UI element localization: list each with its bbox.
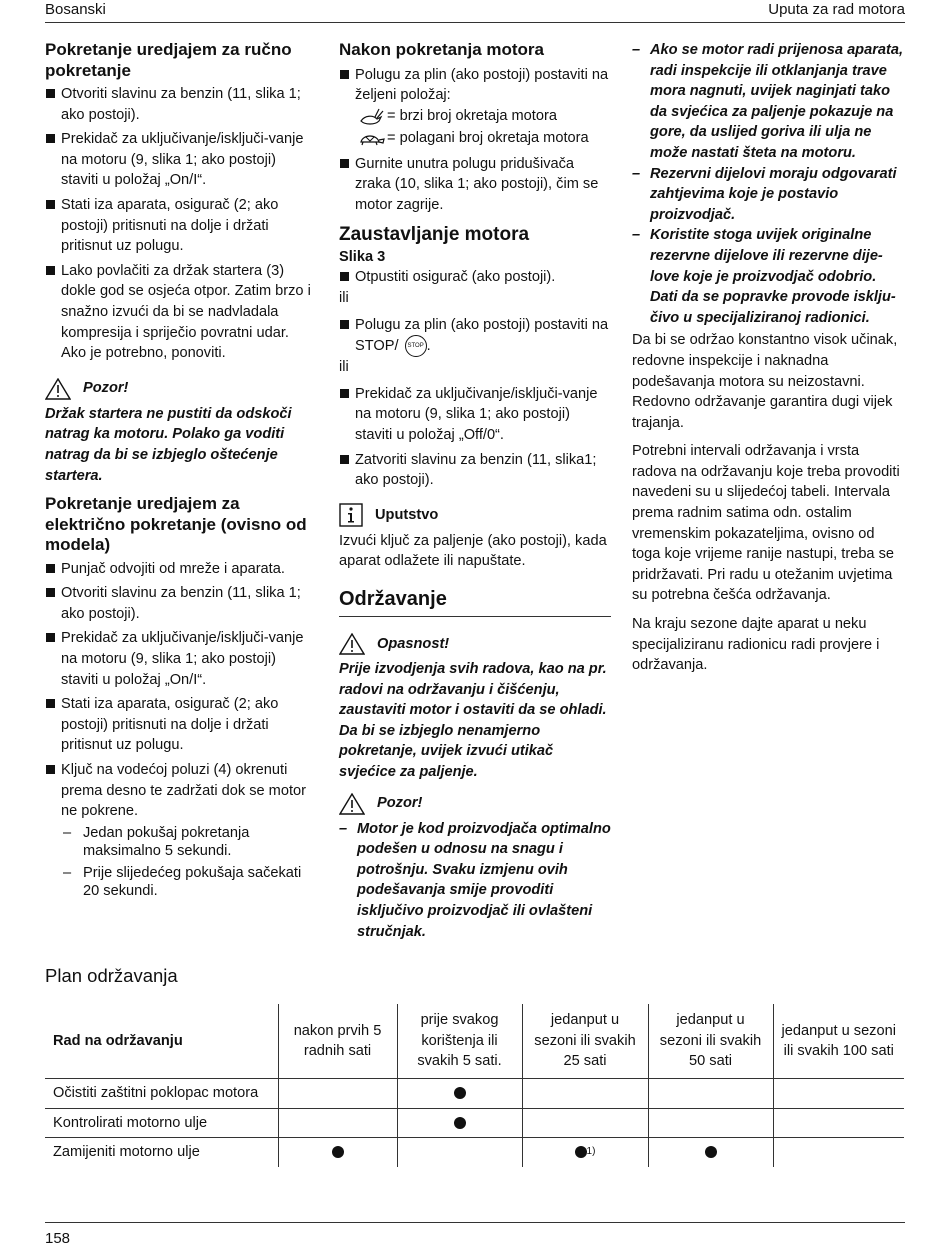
- dash-item: – Koristite stoga uvijek originalne rezervne dijelove ili rezervne dije-love koje je proizvodjač odobrio. Dati da se popravke provode isklju-čivo u specijaliziranoj radionici.: [632, 225, 904, 328]
- list-item: Otvoriti slavinu za benzin (11, slika 1; ako postoji).: [45, 583, 317, 624]
- or-label: ili: [339, 359, 349, 376]
- list-item: Prekidač za uključivanje/isključi-vanje na motoru (9, slika 1; ako postoji) staviti u položaj „Off/0“.: [339, 384, 611, 446]
- figure-ref: Slika 3: [339, 249, 386, 266]
- page-number: 158: [45, 1230, 71, 1247]
- throttle-fast-label: = brzi broj okretaja motora: [387, 108, 557, 125]
- info-text: Izvući ključ za paljenje (ako postoji), kada aparat odlažete ili napuštate.: [339, 532, 607, 570]
- dash-item: – Rezervni dijelovi moraju odgovarati zahtjevima koje je postavio proizvodjač.: [632, 164, 904, 226]
- section-title-after-start: Nakon pokretanja motora: [339, 40, 544, 59]
- warning-triangle-icon: [45, 378, 71, 400]
- paragraph: Na kraju sezone dajte aparat u neku specijaliziranu radionicu radi provjere i održavanja.: [632, 616, 880, 674]
- table-header: jedanput u sezoni ili svakih 50 sati: [648, 1004, 773, 1079]
- plan-title: Plan održavanja: [45, 965, 178, 986]
- page-footer: [45, 1222, 905, 1250]
- column-2: [339, 40, 611, 942]
- warning-text: Držak startera ne pustiti da odskoči natrag ka motoru. Polako ga voditi natrag da bi se izbjeglo oštećenje startera.: [45, 405, 292, 484]
- list-item: Stati iza aparata, osigurač (2; ako postoji) pritisnuti na dolje i držati pritisnut uz polugu.: [45, 694, 317, 756]
- list-item: Gurnite unutra polugu pridušivača zraka (10, slika 1; ako postoji), čim se motor zagrije.: [339, 154, 611, 216]
- danger-title: Opasnost!: [377, 635, 450, 652]
- paragraph: Potrebni intervali održavanja i vrsta radova na održavanju koje treba provoditi navedeni su u slijedećoj tabeli. Intervala prema radnim satima odn. ostalim vremenskim pokazateljima, ovisno od toga koje vrijeme ranije nastupi, treba se pridržavati. Pri radu u otežanim uvjetima su potrebna češća održavanja.: [632, 443, 900, 604]
- table-header: jedanput u sezoni ili svakih 100 sati: [773, 1004, 904, 1079]
- interval-cell: [773, 1108, 904, 1138]
- list-item: Ključ na vodećoj poluzi (4) okrenuti prema desno te zadržati dok se motor ne pokrene.: [45, 760, 317, 822]
- table-row: [45, 1108, 904, 1138]
- column-1: [45, 40, 317, 900]
- dash-item: – Prije slijedećeg pokušaja sačekati 20 sekundi.: [45, 864, 317, 900]
- interval-cell: [278, 1138, 397, 1167]
- table-header: nakon prvih 5 radnih sati: [278, 1004, 397, 1079]
- info-title: Uputstvo: [375, 506, 439, 523]
- interval-cell: [648, 1079, 773, 1109]
- list-item: Zatvoriti slavinu za benzin (11, slika1; ako postoji).: [339, 450, 611, 491]
- bullet-mark-icon: [454, 1117, 466, 1129]
- page-header: [45, 0, 905, 23]
- interval-cell: [397, 1138, 522, 1167]
- interval-cell: [648, 1138, 773, 1167]
- warning-triangle-icon: [339, 793, 365, 815]
- warning-triangle-icon: [339, 633, 365, 655]
- task-cell: Očistiti zaštitni poklopac motora: [45, 1079, 278, 1109]
- list-item: Punjač odvojiti od mreže i aparata.: [45, 559, 317, 580]
- bullet-mark-icon: [454, 1087, 466, 1099]
- list-item: Otpustiti osigurač (ako postoji).: [339, 267, 611, 288]
- or-label: ili: [339, 290, 349, 307]
- list-item-text: Polugu za plin (ako postoji) postaviti na STOP/: [355, 316, 609, 355]
- interval-cell: [773, 1138, 904, 1167]
- list-item: Prekidač za uključivanje/isključi-vanje na motoru (9, slika 1; ako postoji) staviti u položaj „On/I“.: [45, 129, 317, 191]
- dash-item: – Ako se motor radi prijenosa aparata, radi inspekcije ili otklanjanja trave mora nagnuti, uvijek naginjati tako da svjećica za paljenje pokazuje na gore, da uslijed goriva ili ulja ne može nastati šteta na motoru.: [632, 40, 904, 164]
- turtle-icon: [357, 129, 385, 149]
- header-title: Uputa za rad motora: [768, 1, 905, 18]
- danger-header: [339, 633, 611, 655]
- section-title-maintenance: Održavanje: [339, 586, 611, 617]
- warning-dash-item: – Motor je kod proizvodjača optimalno podešen u odnosu na snagu i potrošnju. Svaku izmjenu ovih podešavanja smije provoditi isključivo proizvodjač ili ovlašteni stručnjak.: [339, 819, 611, 943]
- paragraph: Da bi se održao konstantno visok učinak, redovne inspekcije i naknadna podešavanja motora su neizostavni. Redovno održavanje garantira dugi vijek trajanja.: [632, 332, 898, 431]
- warning-title: Pozor!: [377, 795, 423, 812]
- list-item: [339, 315, 611, 358]
- info-icon: [339, 503, 363, 527]
- interval-cell: [522, 1079, 648, 1109]
- info-header: [339, 503, 611, 527]
- list-item: Prekidač za uključivanje/isključi-vanje na motoru (9, slika 1; ako postoji) staviti u položaj „On/I“.: [45, 628, 317, 690]
- table-header: Rad na održavanju: [45, 1004, 278, 1079]
- table-row: [45, 1138, 904, 1167]
- header-language: Bosanski: [45, 1, 106, 18]
- table-header: prije svakog korištenja ili svakih 5 sati.: [397, 1004, 522, 1079]
- warning-header: [45, 378, 317, 400]
- interval-cell: [397, 1108, 522, 1138]
- bullet-mark-icon: [332, 1146, 344, 1158]
- list-item: Stati iza aparata, osigurač (2; ako postoji) pritisnuti na dolje i držati pritisnut uz polugu.: [45, 195, 317, 257]
- table-row: [45, 1079, 904, 1109]
- interval-cell: [648, 1108, 773, 1138]
- section-title-stop: Zaustavljanje motora: [339, 224, 530, 246]
- warning-header: [339, 793, 611, 815]
- throttle-slow-label: = polagani broj okretaja motora: [387, 130, 589, 147]
- rabbit-icon: [357, 107, 385, 127]
- danger-text: Prije izvodjenja svih radova, kao na pr. radovi na održavanju i čišćenju, zaustaviti motor i ostaviti da se ohladi. Da bi se izbjeglo nenamjerno pokretanje, uvijek izvući utikač svjećice za paljenje.: [339, 661, 607, 780]
- interval-cell: [522, 1138, 648, 1167]
- list-item-end: .: [426, 338, 431, 355]
- interval-cell: [278, 1108, 397, 1138]
- list-item: Lako povlačiti za držak startera (3) dokle god se osjeća otpor. Zatim brzo i snažno izvući da bi se nadvladala kompresija i spriječio povratni udar. Ako je potrebno, ponoviti.: [45, 261, 317, 364]
- bullet-mark-icon: [575, 1146, 587, 1158]
- interval-cell: [278, 1079, 397, 1109]
- interval-cell: [522, 1108, 648, 1138]
- column-3: [632, 40, 904, 680]
- task-cell: Zamijeniti motorno ulje: [53, 1144, 200, 1160]
- task-cell: Kontrolirati motorno ulje: [45, 1108, 278, 1138]
- stop-icon: STOP: [405, 335, 427, 357]
- interval-cell: [397, 1079, 522, 1109]
- footnote-ref: 1): [586, 1146, 596, 1157]
- list-item: Otvoriti slavinu za benzin (11, slika 1; ako postoji).: [45, 84, 317, 125]
- throttle-fast-row: [339, 106, 611, 128]
- table-header: jedanput u sezoni ili svakih 25 sati: [522, 1004, 648, 1079]
- warning-title: Pozor!: [83, 380, 129, 397]
- table-header-row: [45, 1004, 904, 1079]
- section-title-manual-start: Pokretanje uredjajem za ručno pokretanje: [45, 40, 292, 80]
- bullet-mark-icon: [705, 1146, 717, 1158]
- list-item: Polugu za plin (ako postoji) postaviti na željeni položaj:: [339, 65, 611, 106]
- throttle-slow-row: [339, 128, 611, 150]
- interval-cell: [773, 1079, 904, 1109]
- dash-item: – Jedan pokušaj pokretanja maksimalno 5 sekundi.: [45, 824, 317, 860]
- section-title-electric-start: Pokretanje uredjajem za električno pokretanje (ovisno od modela): [45, 494, 307, 555]
- maintenance-table: [45, 1004, 904, 1167]
